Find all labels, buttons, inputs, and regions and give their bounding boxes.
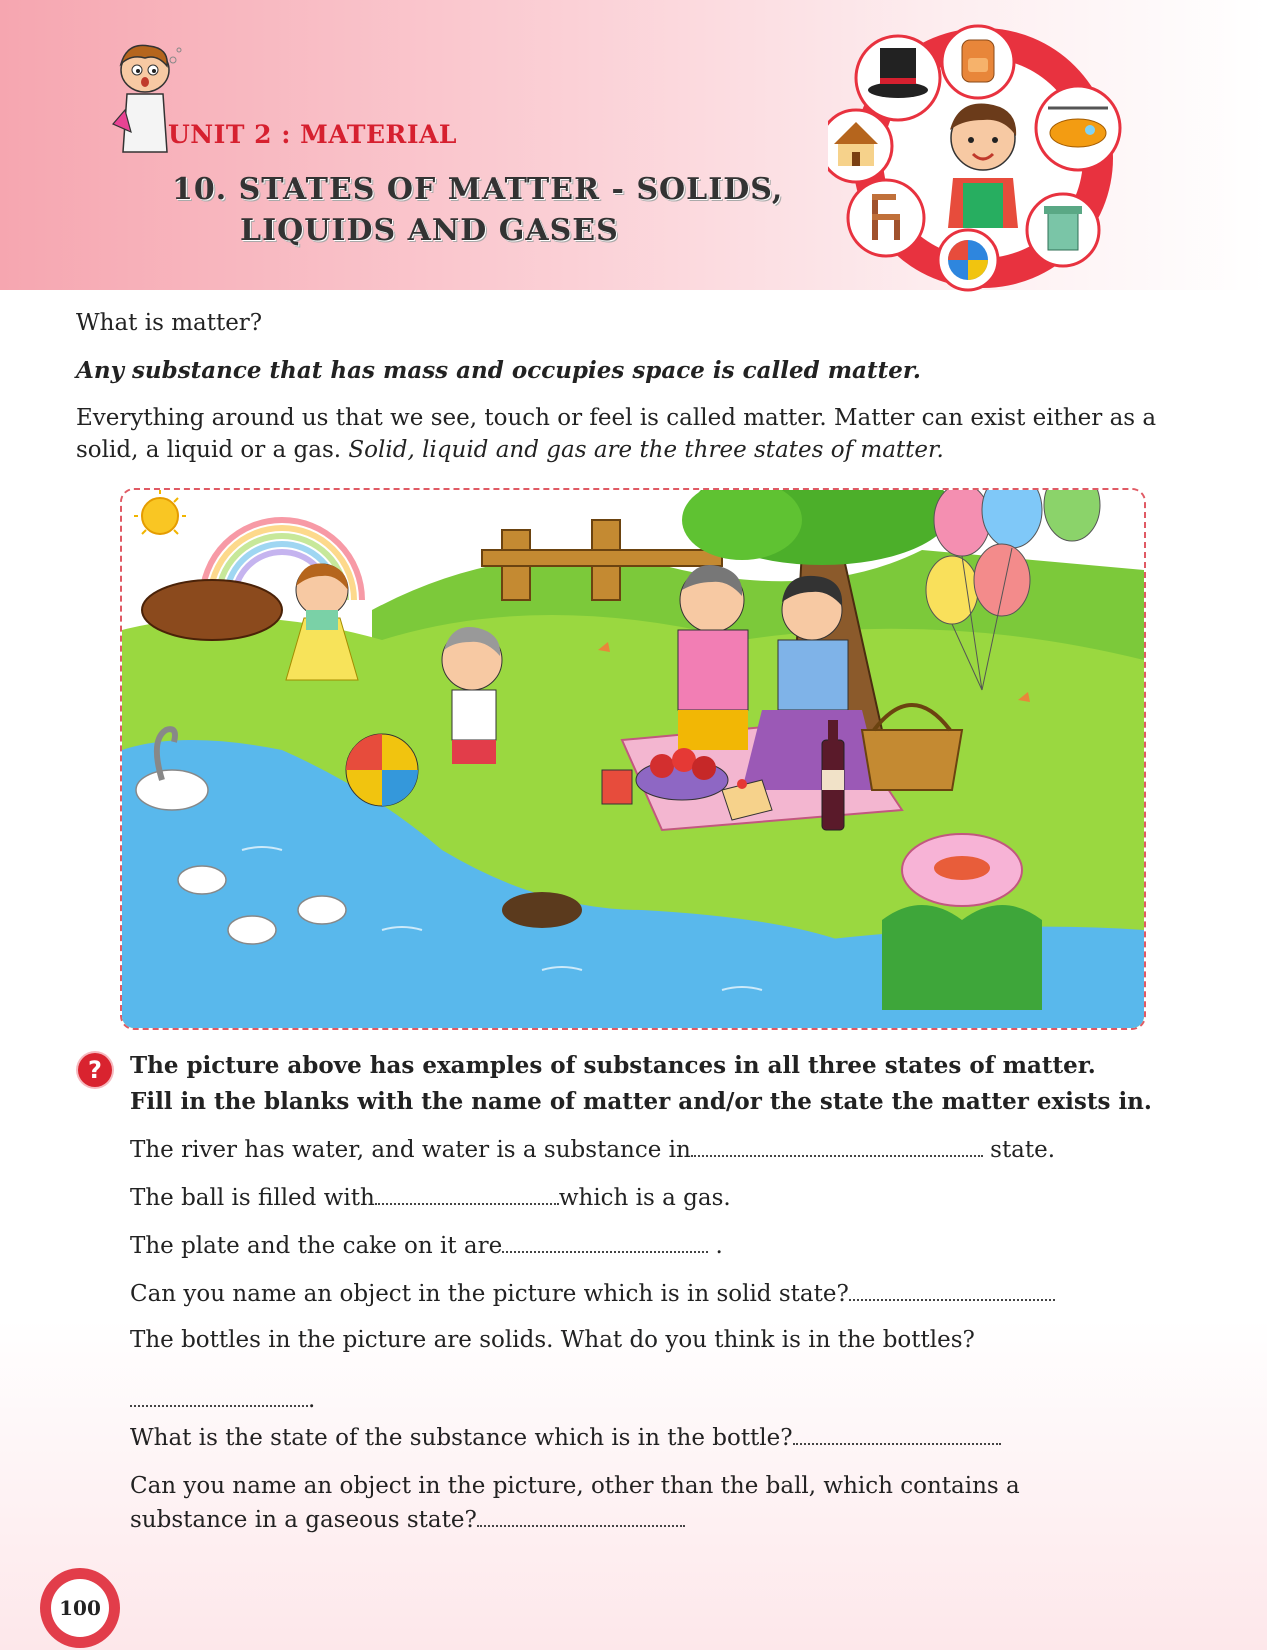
- dustbin-icon: [1027, 194, 1099, 266]
- chair-icon: [848, 180, 924, 256]
- question-6-text: What is the state of the substance which is in the bottle?: [130, 1425, 793, 1451]
- question-5-suffix: .: [308, 1387, 316, 1413]
- matter-definition: Any substance that has mass and occupies space is called matter.: [76, 357, 921, 384]
- top-hat-icon: [856, 36, 940, 120]
- ball-icon: [938, 230, 998, 290]
- question-7-line1: Can you name an object in the picture, other than the ball, which contains a: [130, 1473, 1020, 1499]
- jam-jar-icon: [602, 770, 632, 804]
- question-2-suffix: which is a gas.: [558, 1185, 731, 1211]
- question-1: [130, 1135, 1055, 1163]
- question-5: The bottles in the picture are solids. What do you think is in the bottles?: [130, 1327, 975, 1353]
- activity-instruction-line1: The picture above has examples of substances in all three states of matter.: [130, 1052, 1096, 1079]
- chapter-title-line2: LIQUIDS AND GASES: [240, 213, 619, 248]
- question-mark-icon: ?: [78, 1053, 112, 1087]
- father-character: [678, 565, 748, 750]
- backpack-icon: [942, 26, 1014, 98]
- matter-objects-collage: [828, 18, 1138, 298]
- question-7-line2: [130, 1505, 685, 1533]
- beach-ball-icon: [346, 734, 418, 806]
- answer-blank-2[interactable]: [375, 1183, 559, 1205]
- page-number-badge: [40, 1568, 120, 1648]
- house-icon: [828, 110, 892, 182]
- question-3-text: The plate and the cake on it are: [130, 1233, 503, 1259]
- question-2: [130, 1183, 731, 1211]
- intro-question: What is matter?: [76, 310, 263, 336]
- chapter-title-line1: 10. STATES OF MATTER - SOLIDS,: [172, 172, 784, 207]
- answer-blank-6[interactable]: [793, 1423, 1001, 1445]
- activity-instruction-line2: Fill in the blanks with the name of matter and/or the state the matter exists in.: [130, 1088, 1152, 1115]
- question-2-text: The ball is filled with: [130, 1185, 375, 1211]
- unit-heading: UNIT 2 : MATERIAL: [168, 120, 457, 149]
- question-6: [130, 1423, 1001, 1451]
- question-1-suffix: state.: [982, 1137, 1056, 1163]
- toy-helicopter-icon: [1036, 86, 1120, 170]
- answer-blank-3[interactable]: [502, 1231, 708, 1253]
- intro-paragraph-italic: Solid, liquid and gas are the three states of matter.: [348, 437, 944, 463]
- question-5-answer: [130, 1385, 315, 1413]
- question-3: [130, 1231, 723, 1259]
- answer-blank-4[interactable]: [849, 1279, 1055, 1301]
- intro-paragraph-plain: Everything around us that we see, touch or feel is called matter. Matter can exist either as a solid, a liquid or a gas.: [76, 405, 1157, 463]
- answer-blank-1[interactable]: [691, 1135, 983, 1157]
- question-4-text: Can you name an object in the picture which is in solid state?: [130, 1281, 849, 1307]
- intro-paragraph: [76, 402, 1196, 466]
- question-1-text: The river has water, and water is a substance in: [130, 1137, 691, 1163]
- answer-blank-7[interactable]: [477, 1505, 685, 1527]
- picnic-scene-illustration: [120, 488, 1146, 1030]
- question-3-suffix: .: [708, 1233, 723, 1259]
- question-4: [130, 1279, 1055, 1307]
- question-7-text: substance in a gaseous state?: [130, 1507, 477, 1533]
- answer-blank-5[interactable]: [130, 1385, 308, 1407]
- page-number: 100: [51, 1579, 109, 1637]
- flower-icon: [882, 834, 1042, 1010]
